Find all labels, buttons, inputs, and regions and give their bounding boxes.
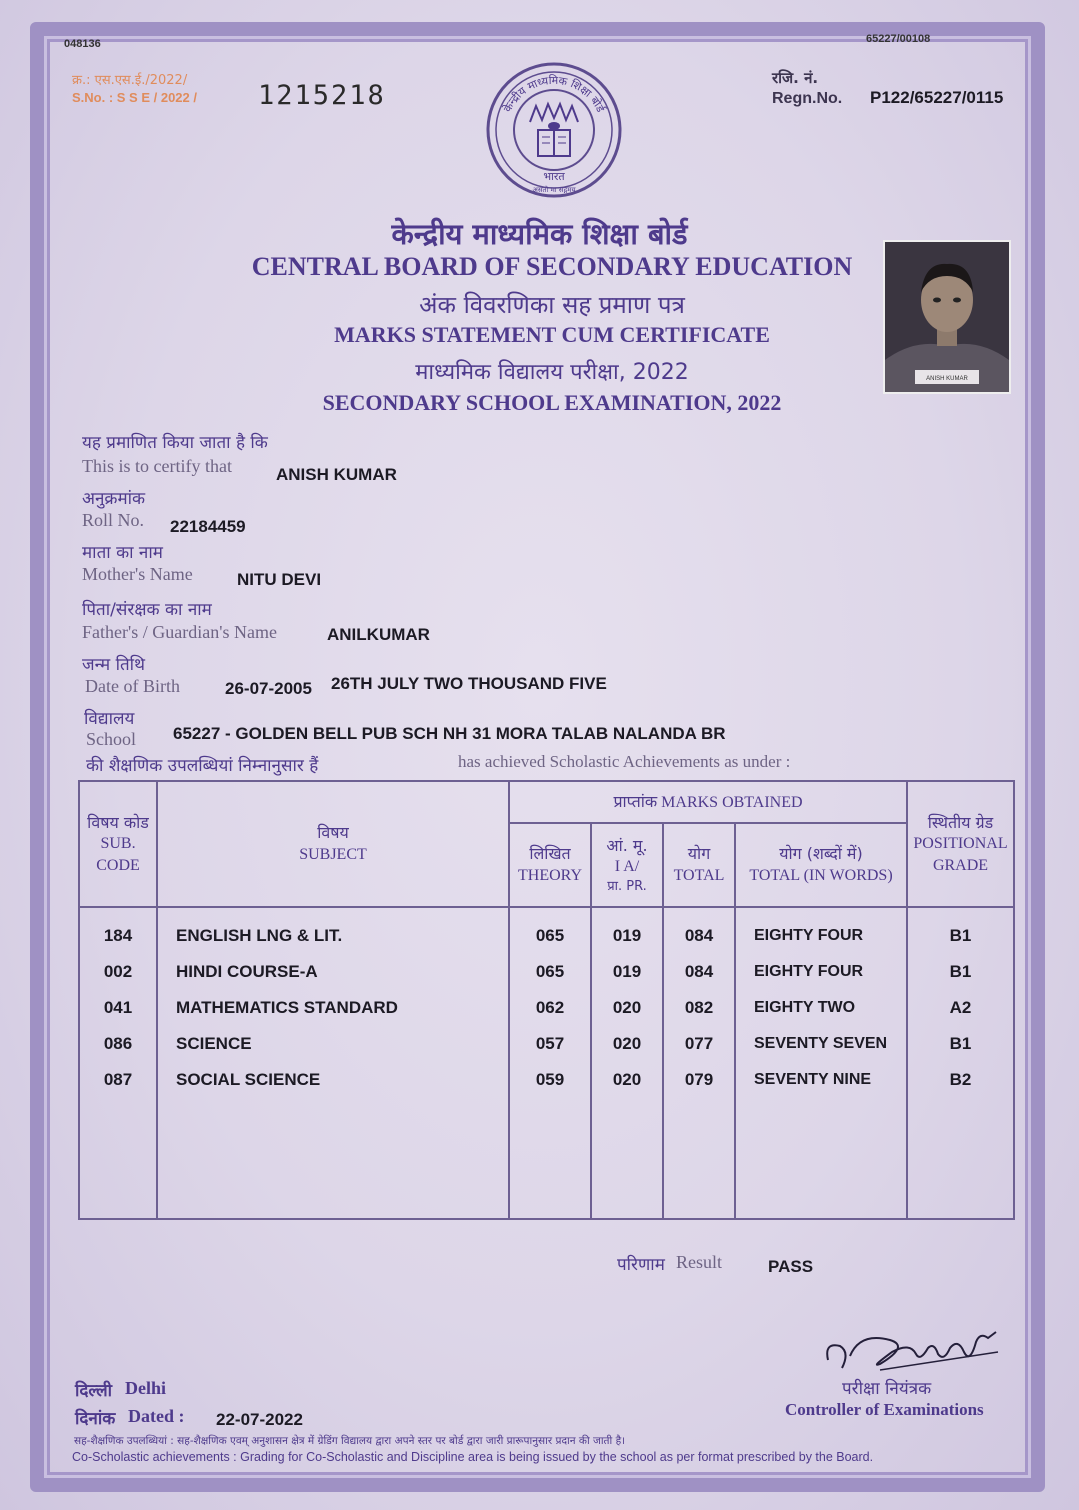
marks-table xyxy=(78,780,1015,1220)
mother-label-hindi: माता का नाम xyxy=(82,543,163,563)
table-row: 002 xyxy=(103,962,133,981)
table-row: EIGHTY TWO xyxy=(754,999,856,1016)
left-serial: 048136 xyxy=(64,38,101,50)
table-row: 020 xyxy=(612,998,642,1017)
father-name: ANILKUMAR xyxy=(327,625,430,644)
table-row: EIGHTY FOUR xyxy=(754,927,864,944)
controller-signature xyxy=(820,1312,1010,1382)
cbse-seal-icon xyxy=(484,60,624,200)
svg-text:भारत: भारत xyxy=(543,170,565,183)
table-row: 019 xyxy=(612,926,642,945)
co-scholastic-note-english: Co-Scholastic achievements : Grading for Co-Scholastic and Discipline area is being issued by the school as per format prescribed by the Board. xyxy=(72,1450,874,1464)
certify-label-hindi: यह प्रमाणित किया जाता है कि xyxy=(82,433,268,453)
header-internal-assessment: आं. मू. I A/ प्रा. PR. xyxy=(591,823,663,907)
column-total xyxy=(663,907,735,1219)
table-row: 077 xyxy=(684,1034,714,1053)
dated-label-english: Dated : xyxy=(128,1406,185,1426)
table-row: 041 xyxy=(103,998,133,1017)
certificate-number: 1215218 xyxy=(258,80,386,111)
board-name-hindi: केन्द्रीय माध्यमिक शिक्षा बोर्ड xyxy=(391,217,688,251)
student-photo xyxy=(883,240,1011,394)
table-row: 079 xyxy=(684,1070,714,1089)
table-row: 065 xyxy=(535,962,565,981)
sno-english: S.No. : S S E / 2022 / xyxy=(72,90,197,105)
column-theory xyxy=(509,907,591,1219)
table-row: 084 xyxy=(684,962,714,981)
roll-label-english: Roll No. xyxy=(82,510,145,530)
school-label-english: School xyxy=(86,729,137,749)
roll-label-hindi: अनुक्रमांक xyxy=(82,489,146,509)
table-row: 062 xyxy=(535,998,565,1017)
header-theory: लिखित THEORY xyxy=(509,823,591,907)
svg-text:ANISH KUMAR: ANISH KUMAR xyxy=(926,376,968,382)
svg-text:केन्द्रीय माध्यमिक शिक्षा बोर्: केन्द्रीय माध्यमिक शिक्षा बोर्ड xyxy=(500,73,608,115)
date-of-birth-words: 26TH JULY TWO THOUSAND FIVE xyxy=(331,674,607,693)
mother-name: NITU DEVI xyxy=(237,570,322,589)
table-row: SEVENTY NINE xyxy=(754,1071,872,1088)
column-codes xyxy=(79,907,157,1219)
achievement-label-english: has achieved Scholastic Achievements as under : xyxy=(458,752,791,771)
table-row: 057 xyxy=(535,1034,565,1053)
table-row: 082 xyxy=(684,998,714,1017)
table-row: EIGHTY FOUR xyxy=(754,963,864,980)
student-name: ANISH KUMAR xyxy=(276,465,397,484)
column-total-words xyxy=(735,907,907,1219)
dob-label-english: Date of Birth xyxy=(85,676,180,696)
sno-hindi: क्र.: एस.एस.ई./2022/ xyxy=(72,73,188,88)
table-row: 087 xyxy=(103,1070,133,1089)
header-marks-obtained: प्राप्तांक MARKS OBTAINED xyxy=(509,781,907,823)
column-grade xyxy=(907,907,1014,1219)
svg-text:असतो मा सद्गमय: असतो मा सद्गमय xyxy=(532,186,576,194)
result-label-english: Result xyxy=(676,1252,723,1272)
header-total: योग TOTAL xyxy=(663,823,735,907)
place-hindi: दिल्ली xyxy=(75,1381,113,1401)
right-serial: 65227/00108 xyxy=(866,33,931,45)
table-row: ENGLISH LNG & LIT. xyxy=(176,926,343,945)
table-row: 065 xyxy=(535,926,565,945)
document-title-english: MARKS STATEMENT CUM CERTIFICATE xyxy=(334,322,770,347)
exam-title-hindi: माध्यमिक विद्यालय परीक्षा, 2022 xyxy=(415,360,689,385)
header-total-in-words: योग (शब्दों में) TOTAL (IN WORDS) xyxy=(735,823,907,907)
table-row: A2 xyxy=(949,998,972,1017)
table-row: 020 xyxy=(612,1034,642,1053)
result-label-hindi: परिणाम xyxy=(617,1255,665,1275)
father-label-hindi: पिता/संरक्षक का नाम xyxy=(82,600,212,620)
table-row: SEVENTY SEVEN xyxy=(754,1035,888,1052)
regn-hindi: रजि. नं. xyxy=(772,69,819,87)
header-subject-code: विषय कोड SUB. CODE xyxy=(79,781,157,907)
exam-title-english: SECONDARY SCHOOL EXAMINATION, 2022 xyxy=(322,390,782,415)
table-row: HINDI COURSE-A xyxy=(176,962,318,981)
father-label-english: Father's / Guardian's Name xyxy=(82,622,277,642)
table-row: 020 xyxy=(612,1070,642,1089)
table-row: B1 xyxy=(949,962,972,981)
achievement-label-hindi: की शैक्षणिक उपलब्धियां निम्नानुसार हैं xyxy=(86,756,319,776)
table-row: 019 xyxy=(612,962,642,981)
table-row: 184 xyxy=(103,926,133,945)
controller-label-hindi: परीक्षा नियंत्रक xyxy=(842,1379,932,1399)
date-of-birth: 26-07-2005 xyxy=(225,679,312,698)
table-row: B2 xyxy=(949,1070,972,1089)
dated-label-hindi: दिनांक xyxy=(75,1409,116,1429)
dob-label-hindi: जन्म तिथि xyxy=(82,655,145,675)
table-row: B1 xyxy=(949,1034,972,1053)
table-row: B1 xyxy=(949,926,972,945)
school-name: 65227 - GOLDEN BELL PUB SCH NH 31 MORA TALAB NALANDA BR xyxy=(173,724,726,743)
place-english: Delhi xyxy=(125,1378,167,1398)
mother-label-english: Mother's Name xyxy=(82,564,193,584)
result-value: PASS xyxy=(768,1257,814,1276)
issue-date: 22-07-2022 xyxy=(216,1410,303,1429)
document-title-hindi: अंक विवरणिका सह प्रमाण पत्र xyxy=(419,291,685,319)
table-row: SCIENCE xyxy=(176,1034,252,1053)
column-subjects xyxy=(157,907,509,1219)
certify-label-english: This is to certify that xyxy=(82,456,232,476)
column-internal-assessment xyxy=(591,907,663,1219)
controller-label-english: Controller of Examinations xyxy=(785,1400,984,1419)
regn-english: Regn.No. xyxy=(772,90,843,107)
header-positional-grade: स्थितीय ग्रेड POSITIONAL GRADE xyxy=(907,781,1014,907)
table-row: SOCIAL SCIENCE xyxy=(176,1070,321,1089)
table-row: 084 xyxy=(684,926,714,945)
table-row: 059 xyxy=(535,1070,565,1089)
table-row: 086 xyxy=(103,1034,133,1053)
school-label-hindi: विद्यालय xyxy=(84,709,135,729)
co-scholastic-note-hindi: सह-शैक्षणिक उपलब्धियां : सह-शैक्षणिक एवम् अनुशासन क्षेत्र में ग्रेडिंग विद्यालय द्वारा अपने स्तर पर बोर्ड द्वारा जारी प्रारूपानुसार प्रदान की जाती है। xyxy=(74,1435,626,1447)
header-subject: विषय SUBJECT xyxy=(157,781,509,907)
regn-number: P122/65227/0115 xyxy=(870,88,1004,107)
roll-number: 22184459 xyxy=(170,517,246,536)
board-name-english: CENTRAL BOARD OF SECONDARY EDUCATION xyxy=(251,252,853,281)
table-row: MATHEMATICS STANDARD xyxy=(176,998,398,1017)
